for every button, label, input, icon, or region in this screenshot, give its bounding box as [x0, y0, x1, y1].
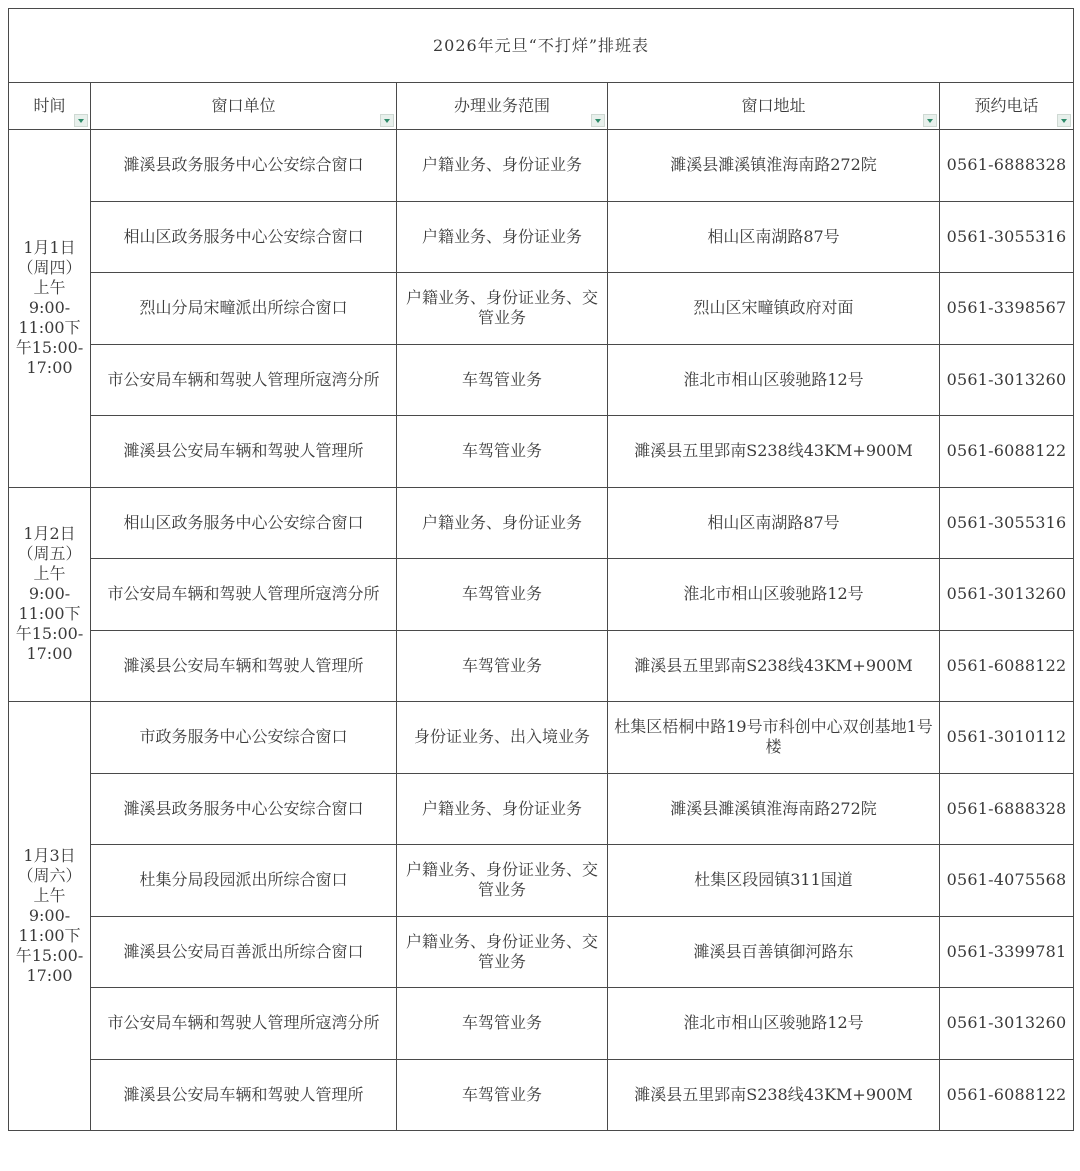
phone-cell: 0561-3055316 [940, 201, 1074, 273]
time-slot-line: 17:00 [26, 644, 73, 664]
table-row [9, 773, 1074, 845]
table-row [9, 130, 1074, 202]
time-slot-line: 1月2日 [23, 524, 76, 544]
header-row [9, 83, 1074, 130]
unit-cell: 市公安局车辆和驾驶人管理所寇湾分所 [91, 344, 397, 416]
unit-cell: 濉溪县政务服务中心公安综合窗口 [91, 130, 397, 202]
time-slot-line: 1月3日 [23, 846, 76, 865]
phone-cell: 0561-6088122 [940, 630, 1074, 702]
time-slot-cell [9, 702, 91, 1131]
filter-dropdown-icon[interactable] [591, 114, 605, 127]
phone-cell: 0561-3013260 [940, 344, 1074, 416]
schedule-table [8, 8, 1074, 1131]
address-cell: 淮北市相山区骏驰路12号 [608, 988, 940, 1060]
address-cell: 相山区南湖路87号 [608, 487, 940, 559]
scope-cell: 户籍业务、身份证业务、交管业务 [397, 845, 608, 917]
scope-cell: 户籍业务、身份证业务 [397, 130, 608, 202]
address-cell: 濉溪县濉溪镇淮海南路272院 [608, 773, 940, 845]
table-row [9, 273, 1074, 345]
unit-cell: 濉溪县政务服务中心公安综合窗口 [91, 773, 397, 845]
time-slot-line: （周四） [17, 258, 82, 278]
filter-dropdown-icon[interactable] [380, 114, 394, 127]
time-slot-line: 9:00- [28, 906, 71, 925]
time-slot-line: 9:00- [28, 584, 71, 604]
phone-cell: 0561-3055316 [940, 487, 1074, 559]
time-slot-line: （周五） [17, 544, 82, 564]
time-slot-line: 午15:00- [15, 338, 84, 358]
table-row [9, 845, 1074, 917]
scope-cell: 车驾管业务 [397, 559, 608, 631]
table-row [9, 988, 1074, 1060]
phone-cell: 0561-6888328 [940, 130, 1074, 202]
phone-cell: 0561-3013260 [940, 988, 1074, 1060]
phone-cell: 0561-6088122 [940, 1059, 1074, 1131]
address-cell: 濉溪县五里郢南S238线43KM+900M [608, 1059, 940, 1131]
time-slot-line: 上午 [33, 278, 66, 298]
header-unit-label: 窗口单位 [211, 96, 276, 115]
filter-dropdown-icon[interactable] [923, 114, 937, 127]
unit-cell: 市公安局车辆和驾驶人管理所寇湾分所 [91, 988, 397, 1060]
table-row [9, 344, 1074, 416]
time-slot-line: 17:00 [26, 966, 73, 985]
header-time-label: 时间 [33, 96, 66, 115]
time-slot-line: 上午 [33, 564, 66, 584]
table-row [9, 630, 1074, 702]
address-cell: 濉溪县百善镇御河路东 [608, 916, 940, 988]
phone-cell: 0561-6888328 [940, 773, 1074, 845]
table-row [9, 201, 1074, 273]
table-row [9, 702, 1074, 774]
scope-cell: 户籍业务、身份证业务 [397, 487, 608, 559]
header-phone [940, 83, 1074, 130]
header-unit [91, 83, 397, 130]
header-time [9, 83, 91, 130]
unit-cell: 濉溪县公安局车辆和驾驶人管理所 [91, 1059, 397, 1131]
phone-cell: 0561-6088122 [940, 416, 1074, 488]
unit-cell: 市政务服务中心公安综合窗口 [91, 702, 397, 774]
address-cell: 濉溪县五里郢南S238线43KM+900M [608, 416, 940, 488]
scope-cell: 车驾管业务 [397, 630, 608, 702]
filter-dropdown-icon[interactable] [1057, 114, 1071, 127]
time-slot-line: 11:00下 [18, 604, 81, 624]
time-slot-line: 9:00- [28, 298, 71, 318]
scope-cell: 户籍业务、身份证业务 [397, 201, 608, 273]
unit-cell: 杜集分局段园派出所综合窗口 [91, 845, 397, 917]
unit-cell: 相山区政务服务中心公安综合窗口 [91, 487, 397, 559]
scope-cell: 车驾管业务 [397, 1059, 608, 1131]
time-slot-line: 11:00下 [18, 926, 81, 945]
table-row [9, 487, 1074, 559]
unit-cell: 相山区政务服务中心公安综合窗口 [91, 201, 397, 273]
time-slot-line: 17:00 [26, 358, 73, 378]
header-address-label: 窗口地址 [741, 96, 806, 115]
table-title: 2026年元旦“不打烊”排班表 [9, 9, 1074, 83]
time-slot-cell [9, 130, 91, 488]
scope-cell: 身份证业务、出入境业务 [397, 702, 608, 774]
time-slot-line: 上午 [33, 886, 66, 905]
header-scope-label: 办理业务范围 [453, 96, 550, 115]
address-cell: 濉溪县五里郢南S238线43KM+900M [608, 630, 940, 702]
phone-cell: 0561-3398567 [940, 273, 1074, 345]
address-cell: 濉溪县濉溪镇淮海南路272院 [608, 130, 940, 202]
address-cell: 杜集区段园镇311国道 [608, 845, 940, 917]
scope-cell: 户籍业务、身份证业务、交管业务 [397, 273, 608, 345]
unit-cell: 濉溪县公安局车辆和驾驶人管理所 [91, 416, 397, 488]
title-row [9, 9, 1074, 83]
phone-cell: 0561-3399781 [940, 916, 1074, 988]
time-slot-line: （周六） [17, 866, 82, 885]
unit-cell: 市公安局车辆和驾驶人管理所寇湾分所 [91, 559, 397, 631]
time-slot-line: 11:00下 [18, 318, 81, 338]
filter-dropdown-icon[interactable] [74, 114, 88, 127]
unit-cell: 濉溪县公安局百善派出所综合窗口 [91, 916, 397, 988]
address-cell: 淮北市相山区骏驰路12号 [608, 344, 940, 416]
header-address [608, 83, 940, 130]
scope-cell: 户籍业务、身份证业务、交管业务 [397, 916, 608, 988]
table-row [9, 1059, 1074, 1131]
scope-cell: 户籍业务、身份证业务 [397, 773, 608, 845]
scope-cell: 车驾管业务 [397, 988, 608, 1060]
unit-cell: 烈山分局宋疃派出所综合窗口 [91, 273, 397, 345]
phone-cell: 0561-4075568 [940, 845, 1074, 917]
table-row [9, 559, 1074, 631]
scope-cell: 车驾管业务 [397, 416, 608, 488]
address-cell: 烈山区宋疃镇政府对面 [608, 273, 940, 345]
address-cell: 杜集区梧桐中路19号市科创中心双创基地1号楼 [608, 702, 940, 774]
unit-cell: 濉溪县公安局车辆和驾驶人管理所 [91, 630, 397, 702]
time-slot-line: 1月1日 [23, 238, 76, 258]
header-phone-label: 预约电话 [974, 96, 1039, 115]
address-cell: 相山区南湖路87号 [608, 201, 940, 273]
time-slot-cell [9, 487, 91, 702]
time-slot-line: 午15:00- [15, 946, 84, 965]
phone-cell: 0561-3013260 [940, 559, 1074, 631]
time-slot-line: 午15:00- [15, 624, 84, 644]
table-row [9, 416, 1074, 488]
address-cell: 淮北市相山区骏驰路12号 [608, 559, 940, 631]
header-scope [397, 83, 608, 130]
table-row [9, 916, 1074, 988]
scope-cell: 车驾管业务 [397, 344, 608, 416]
phone-cell: 0561-3010112 [940, 702, 1074, 774]
